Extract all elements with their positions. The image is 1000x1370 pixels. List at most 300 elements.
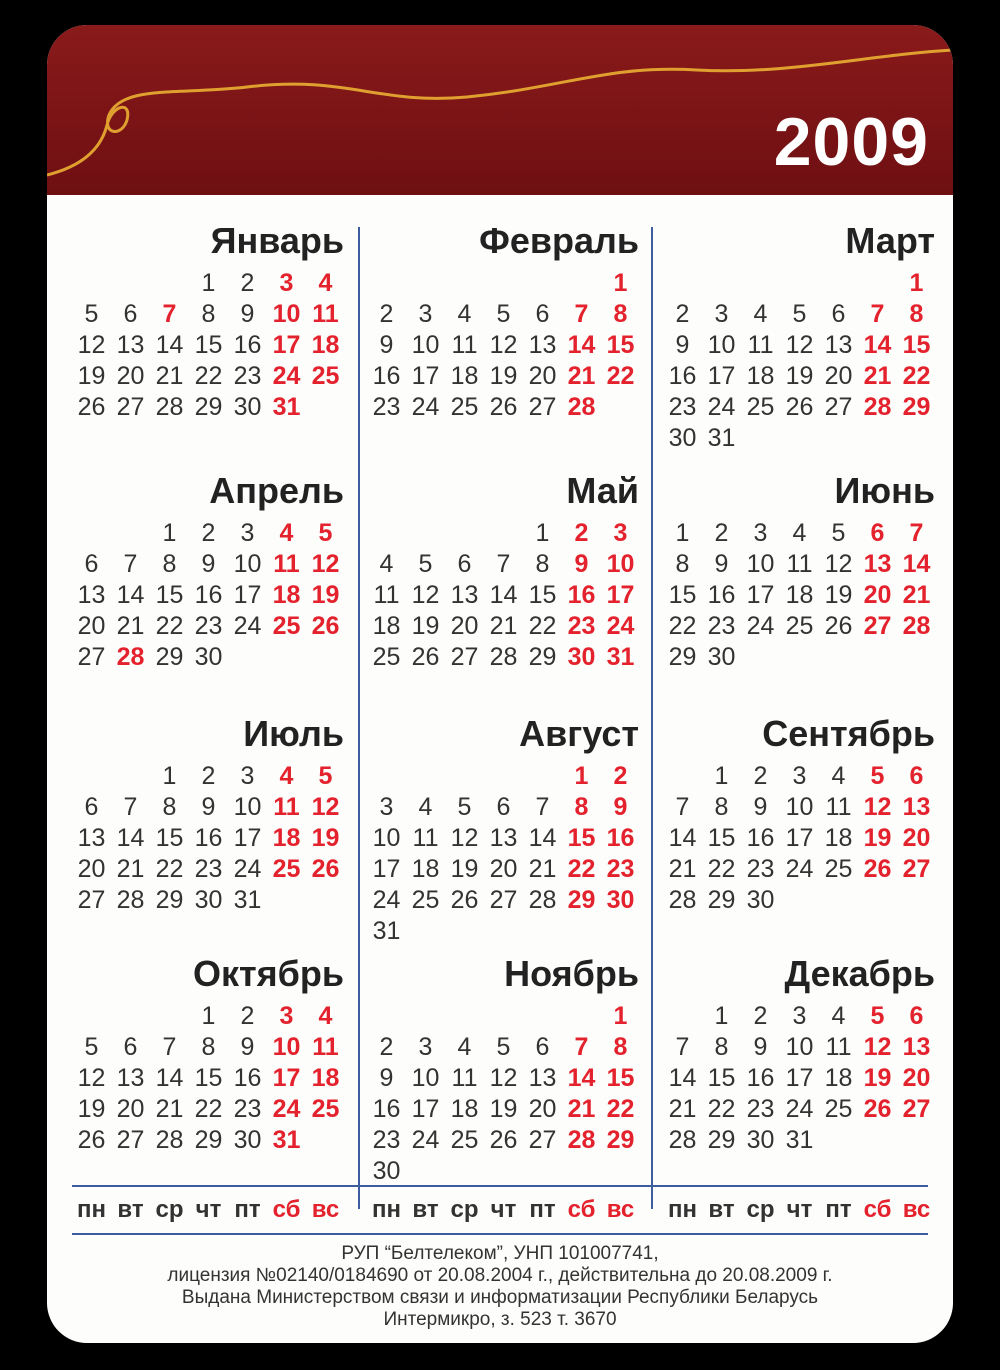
day-cell: 3 bbox=[792, 762, 807, 790]
day-cell: 2 bbox=[201, 519, 216, 547]
day-cell: 18 bbox=[824, 824, 853, 852]
day-cell: 1 bbox=[613, 1002, 628, 1030]
day-cell: 5 bbox=[84, 300, 99, 328]
day-cell: 25 bbox=[450, 393, 479, 421]
weekday-label: пт bbox=[529, 1196, 556, 1223]
day-cell: 11 bbox=[373, 581, 400, 609]
day-cell: 26 bbox=[311, 612, 340, 640]
footer-license: лицензия №02140/0184690 от 20.08.2004 г., действительна до 20.08.2009 г. bbox=[167, 1265, 833, 1286]
day-cell: 11 bbox=[312, 1033, 339, 1061]
day-cell: 8 bbox=[613, 1033, 628, 1061]
day-cell: 24 bbox=[272, 362, 301, 390]
weekday-label: вс bbox=[311, 1196, 340, 1223]
header-band bbox=[47, 25, 953, 195]
day-cell: 9 bbox=[240, 1033, 255, 1061]
day-cell: 4 bbox=[831, 762, 846, 790]
day-cell: 16 bbox=[567, 581, 596, 609]
day-cell: 17 bbox=[746, 581, 775, 609]
day-cell: 14 bbox=[668, 824, 697, 852]
day-cell: 20 bbox=[528, 362, 557, 390]
day-cell: 1 bbox=[675, 519, 690, 547]
month-name: Июль bbox=[243, 713, 344, 754]
day-cell: 13 bbox=[863, 550, 892, 578]
day-cell: 4 bbox=[318, 1002, 333, 1030]
day-cell: 4 bbox=[753, 300, 768, 328]
day-cell: 25 bbox=[824, 1095, 853, 1123]
day-cell: 14 bbox=[528, 824, 557, 852]
day-cell: 6 bbox=[84, 793, 99, 821]
day-cell: 23 bbox=[746, 1095, 775, 1123]
day-cell: 5 bbox=[418, 550, 433, 578]
day-cell: 1 bbox=[909, 269, 924, 297]
weekday-label: вт bbox=[117, 1196, 144, 1223]
weekday-label: пн bbox=[372, 1196, 401, 1223]
day-cell: 26 bbox=[785, 393, 814, 421]
day-cell: 3 bbox=[279, 269, 294, 297]
month-name: Октябрь bbox=[192, 953, 344, 994]
day-cell: 1 bbox=[613, 269, 628, 297]
day-cell: 20 bbox=[863, 581, 892, 609]
day-cell: 11 bbox=[451, 331, 478, 359]
day-cell: 9 bbox=[753, 793, 768, 821]
day-cell: 29 bbox=[567, 886, 596, 914]
day-cell: 21 bbox=[155, 1095, 184, 1123]
day-cell: 21 bbox=[567, 1095, 596, 1123]
day-cell: 21 bbox=[116, 612, 145, 640]
day-cell: 31 bbox=[272, 1126, 301, 1154]
day-cell: 8 bbox=[535, 550, 550, 578]
day-cell: 7 bbox=[675, 793, 690, 821]
day-cell: 8 bbox=[162, 550, 177, 578]
day-cell: 3 bbox=[418, 1033, 433, 1061]
day-cell: 23 bbox=[233, 1095, 262, 1123]
day-cell: 24 bbox=[411, 393, 440, 421]
day-cell: 25 bbox=[311, 362, 340, 390]
day-cell: 4 bbox=[457, 1033, 472, 1061]
day-cell: 6 bbox=[535, 1033, 550, 1061]
day-cell: 11 bbox=[786, 550, 813, 578]
day-cell: 14 bbox=[489, 581, 518, 609]
day-cell: 6 bbox=[831, 300, 846, 328]
day-cell: 27 bbox=[902, 855, 931, 883]
day-cell: 30 bbox=[707, 643, 736, 671]
day-cell: 9 bbox=[379, 1064, 394, 1092]
footer-printer: Интермикро, з. 523 т. 3670 bbox=[383, 1309, 617, 1330]
day-cell: 23 bbox=[194, 612, 223, 640]
day-cell: 11 bbox=[451, 1064, 478, 1092]
day-cell: 25 bbox=[372, 643, 401, 671]
day-cell: 27 bbox=[77, 886, 106, 914]
day-cell: 18 bbox=[450, 362, 479, 390]
day-cell: 25 bbox=[824, 855, 853, 883]
day-cell: 2 bbox=[714, 519, 729, 547]
day-cell: 27 bbox=[489, 886, 518, 914]
day-cell: 7 bbox=[870, 300, 885, 328]
day-cell: 10 bbox=[606, 550, 635, 578]
day-cell: 20 bbox=[902, 824, 931, 852]
day-cell: 3 bbox=[792, 1002, 807, 1030]
day-cell: 5 bbox=[496, 1033, 511, 1061]
day-cell: 22 bbox=[155, 855, 184, 883]
day-cell: 13 bbox=[77, 581, 106, 609]
day-cell: 17 bbox=[233, 824, 262, 852]
day-cell: 28 bbox=[668, 1126, 697, 1154]
day-cell: 16 bbox=[606, 824, 635, 852]
weekday-label: вс bbox=[606, 1196, 635, 1223]
day-cell: 6 bbox=[870, 519, 885, 547]
day-cell: 19 bbox=[311, 824, 340, 852]
day-cell: 23 bbox=[606, 855, 635, 883]
day-cell: 12 bbox=[863, 793, 892, 821]
day-cell: 20 bbox=[116, 362, 145, 390]
day-cell: 30 bbox=[194, 886, 223, 914]
day-cell: 30 bbox=[233, 393, 262, 421]
month-name: Апрель bbox=[209, 470, 344, 511]
day-cell: 29 bbox=[902, 393, 931, 421]
day-cell: 5 bbox=[792, 300, 807, 328]
day-cell: 20 bbox=[450, 612, 479, 640]
day-cell: 28 bbox=[567, 393, 596, 421]
day-cell: 20 bbox=[77, 855, 106, 883]
day-cell: 5 bbox=[84, 1033, 99, 1061]
day-cell: 12 bbox=[824, 550, 853, 578]
day-cell: 7 bbox=[909, 519, 924, 547]
day-cell: 14 bbox=[155, 1064, 184, 1092]
day-cell: 26 bbox=[489, 1126, 518, 1154]
weekday-label: ср bbox=[450, 1196, 479, 1223]
day-cell: 17 bbox=[785, 1064, 814, 1092]
month-block bbox=[663, 713, 935, 947]
day-cell: 10 bbox=[372, 824, 401, 852]
day-cell: 31 bbox=[272, 393, 301, 421]
day-cell: 14 bbox=[116, 824, 145, 852]
day-cell: 9 bbox=[201, 550, 216, 578]
day-cell: 17 bbox=[785, 824, 814, 852]
day-cell: 15 bbox=[528, 581, 557, 609]
day-cell: 15 bbox=[707, 824, 736, 852]
day-cell: 21 bbox=[668, 855, 697, 883]
day-cell: 2 bbox=[613, 762, 628, 790]
day-cell: 14 bbox=[668, 1064, 697, 1092]
day-cell: 28 bbox=[155, 1126, 184, 1154]
day-cell: 2 bbox=[240, 1002, 255, 1030]
day-cell: 15 bbox=[902, 331, 931, 359]
day-cell: 6 bbox=[535, 300, 550, 328]
footer-company: РУП “Белтелеком”, УНП 101007741, bbox=[341, 1243, 659, 1264]
day-cell: 17 bbox=[272, 331, 301, 359]
day-cell: 22 bbox=[194, 362, 223, 390]
weekday-label: пт bbox=[825, 1196, 852, 1223]
day-cell: 11 bbox=[273, 550, 300, 578]
day-cell: 4 bbox=[379, 550, 394, 578]
day-cell: 25 bbox=[785, 612, 814, 640]
day-cell: 18 bbox=[311, 331, 340, 359]
day-cell: 9 bbox=[675, 331, 690, 359]
day-cell: 5 bbox=[870, 762, 885, 790]
month-block bbox=[367, 713, 639, 947]
day-cell: 12 bbox=[489, 1064, 518, 1092]
day-cell: 23 bbox=[372, 1126, 401, 1154]
day-cell: 9 bbox=[613, 793, 628, 821]
day-cell: 3 bbox=[379, 793, 394, 821]
day-cell: 24 bbox=[785, 855, 814, 883]
day-cell: 1 bbox=[201, 269, 216, 297]
day-cell: 15 bbox=[155, 581, 184, 609]
day-cell: 13 bbox=[489, 824, 518, 852]
day-cell: 27 bbox=[528, 393, 557, 421]
day-cell: 21 bbox=[489, 612, 518, 640]
day-cell: 1 bbox=[714, 1002, 729, 1030]
day-cell: 19 bbox=[863, 1064, 892, 1092]
day-cell: 4 bbox=[831, 1002, 846, 1030]
day-cell: 25 bbox=[272, 855, 301, 883]
day-cell: 30 bbox=[746, 886, 775, 914]
day-cell: 26 bbox=[824, 612, 853, 640]
day-cell: 12 bbox=[311, 550, 340, 578]
weekday-label: чт bbox=[786, 1196, 813, 1223]
day-cell: 2 bbox=[240, 269, 255, 297]
day-cell: 22 bbox=[194, 1095, 223, 1123]
column-divider-1 bbox=[358, 227, 360, 1209]
day-cell: 8 bbox=[714, 1033, 729, 1061]
weekday-label: чт bbox=[490, 1196, 517, 1223]
day-cell: 8 bbox=[201, 300, 216, 328]
weekday-label: пн bbox=[668, 1196, 697, 1223]
day-cell: 22 bbox=[606, 362, 635, 390]
day-cell: 28 bbox=[155, 393, 184, 421]
day-cell: 30 bbox=[372, 1157, 401, 1185]
day-cell: 9 bbox=[201, 793, 216, 821]
day-cell: 20 bbox=[902, 1064, 931, 1092]
day-cell: 6 bbox=[909, 1002, 924, 1030]
day-cell: 12 bbox=[450, 824, 479, 852]
day-cell: 8 bbox=[201, 1033, 216, 1061]
day-cell: 4 bbox=[279, 762, 294, 790]
day-cell: 3 bbox=[753, 519, 768, 547]
day-cell: 17 bbox=[411, 1095, 440, 1123]
day-cell: 14 bbox=[116, 581, 145, 609]
day-cell: 10 bbox=[411, 331, 440, 359]
month-block bbox=[367, 220, 639, 454]
day-cell: 13 bbox=[116, 1064, 145, 1092]
day-cell: 14 bbox=[902, 550, 931, 578]
day-cell: 23 bbox=[668, 393, 697, 421]
day-cell: 2 bbox=[753, 762, 768, 790]
day-cell: 21 bbox=[567, 362, 596, 390]
day-cell: 5 bbox=[831, 519, 846, 547]
day-cell: 25 bbox=[411, 886, 440, 914]
day-cell: 21 bbox=[116, 855, 145, 883]
year-title: 2009 bbox=[773, 104, 929, 180]
day-cell: 19 bbox=[77, 1095, 106, 1123]
month-name: Июнь bbox=[834, 470, 935, 511]
day-cell: 17 bbox=[272, 1064, 301, 1092]
day-cell: 14 bbox=[863, 331, 892, 359]
day-cell: 11 bbox=[312, 300, 339, 328]
weekday-label: ср bbox=[155, 1196, 184, 1223]
weekday-label: вс bbox=[902, 1196, 931, 1223]
day-cell: 18 bbox=[272, 581, 301, 609]
day-cell: 8 bbox=[613, 300, 628, 328]
day-cell: 22 bbox=[902, 362, 931, 390]
day-cell: 7 bbox=[162, 1033, 177, 1061]
day-cell: 10 bbox=[272, 300, 301, 328]
day-cell: 10 bbox=[272, 1033, 301, 1061]
day-cell: 27 bbox=[528, 1126, 557, 1154]
day-cell: 31 bbox=[233, 886, 262, 914]
day-cell: 31 bbox=[372, 917, 401, 945]
day-cell: 10 bbox=[746, 550, 775, 578]
day-cell: 1 bbox=[162, 519, 177, 547]
day-cell: 23 bbox=[233, 362, 262, 390]
day-cell: 14 bbox=[567, 331, 596, 359]
day-cell: 9 bbox=[379, 331, 394, 359]
day-cell: 26 bbox=[411, 643, 440, 671]
month-block bbox=[663, 470, 935, 704]
day-cell: 18 bbox=[311, 1064, 340, 1092]
day-cell: 19 bbox=[77, 362, 106, 390]
month-block bbox=[663, 220, 935, 454]
day-cell: 16 bbox=[194, 824, 223, 852]
day-cell: 24 bbox=[372, 886, 401, 914]
day-cell: 16 bbox=[233, 1064, 262, 1092]
day-cell: 23 bbox=[707, 612, 736, 640]
day-cell: 12 bbox=[785, 331, 814, 359]
day-cell: 28 bbox=[489, 643, 518, 671]
day-cell: 30 bbox=[567, 643, 596, 671]
day-cell: 27 bbox=[824, 393, 853, 421]
day-cell: 29 bbox=[707, 1126, 736, 1154]
day-cell: 24 bbox=[272, 1095, 301, 1123]
day-cell: 2 bbox=[201, 762, 216, 790]
pocket-calendar-card bbox=[47, 25, 953, 1343]
day-cell: 19 bbox=[411, 612, 440, 640]
day-cell: 1 bbox=[714, 762, 729, 790]
day-cell: 21 bbox=[902, 581, 931, 609]
weekday-label: пн bbox=[77, 1196, 106, 1223]
day-cell: 22 bbox=[606, 1095, 635, 1123]
day-cell: 4 bbox=[318, 269, 333, 297]
day-cell: 28 bbox=[528, 886, 557, 914]
day-cell: 11 bbox=[273, 793, 300, 821]
day-cell: 6 bbox=[909, 762, 924, 790]
day-cell: 20 bbox=[116, 1095, 145, 1123]
day-cell: 25 bbox=[746, 393, 775, 421]
day-cell: 19 bbox=[863, 824, 892, 852]
day-cell: 3 bbox=[279, 1002, 294, 1030]
day-cell: 16 bbox=[233, 331, 262, 359]
day-cell: 4 bbox=[792, 519, 807, 547]
day-cell: 4 bbox=[418, 793, 433, 821]
day-cell: 27 bbox=[77, 643, 106, 671]
day-cell: 25 bbox=[311, 1095, 340, 1123]
day-cell: 7 bbox=[574, 1033, 589, 1061]
day-cell: 6 bbox=[84, 550, 99, 578]
month-block bbox=[72, 953, 344, 1187]
day-cell: 11 bbox=[825, 1033, 852, 1061]
day-cell: 7 bbox=[123, 550, 138, 578]
day-cell: 9 bbox=[714, 550, 729, 578]
day-cell: 16 bbox=[194, 581, 223, 609]
day-cell: 14 bbox=[567, 1064, 596, 1092]
month-name: Февраль bbox=[479, 220, 639, 261]
day-cell: 23 bbox=[372, 393, 401, 421]
day-cell: 17 bbox=[372, 855, 401, 883]
day-cell: 18 bbox=[746, 362, 775, 390]
day-cell: 12 bbox=[489, 331, 518, 359]
day-cell: 16 bbox=[668, 362, 697, 390]
day-cell: 19 bbox=[489, 1095, 518, 1123]
day-cell: 15 bbox=[707, 1064, 736, 1092]
day-cell: 20 bbox=[824, 362, 853, 390]
day-cell: 9 bbox=[574, 550, 589, 578]
day-cell: 8 bbox=[714, 793, 729, 821]
day-cell: 8 bbox=[909, 300, 924, 328]
day-cell: 3 bbox=[613, 519, 628, 547]
day-cell: 29 bbox=[528, 643, 557, 671]
day-cell: 5 bbox=[318, 519, 333, 547]
weekday-label: вт bbox=[708, 1196, 735, 1223]
month-block bbox=[663, 953, 935, 1187]
day-cell: 13 bbox=[116, 331, 145, 359]
day-cell: 25 bbox=[272, 612, 301, 640]
day-cell: 7 bbox=[162, 300, 177, 328]
month-block bbox=[72, 470, 344, 704]
month-block bbox=[367, 953, 639, 1187]
day-cell: 25 bbox=[450, 1126, 479, 1154]
month-name: Март bbox=[845, 220, 935, 261]
day-cell: 18 bbox=[372, 612, 401, 640]
weekday-label: чт bbox=[195, 1196, 222, 1223]
day-cell: 26 bbox=[311, 855, 340, 883]
day-cell: 3 bbox=[714, 300, 729, 328]
month-block bbox=[72, 220, 344, 454]
day-cell: 18 bbox=[411, 855, 440, 883]
day-cell: 5 bbox=[457, 793, 472, 821]
day-cell: 18 bbox=[785, 581, 814, 609]
day-cell: 30 bbox=[194, 643, 223, 671]
day-cell: 9 bbox=[240, 300, 255, 328]
day-cell: 1 bbox=[201, 1002, 216, 1030]
day-cell: 16 bbox=[746, 824, 775, 852]
month-name: Май bbox=[566, 470, 639, 511]
day-cell: 17 bbox=[411, 362, 440, 390]
day-cell: 22 bbox=[155, 612, 184, 640]
day-cell: 22 bbox=[707, 855, 736, 883]
day-cell: 9 bbox=[753, 1033, 768, 1061]
day-cell: 27 bbox=[450, 643, 479, 671]
day-cell: 2 bbox=[379, 1033, 394, 1061]
day-cell: 30 bbox=[668, 424, 697, 452]
day-cell: 29 bbox=[707, 886, 736, 914]
day-cell: 22 bbox=[707, 1095, 736, 1123]
day-cell: 31 bbox=[785, 1126, 814, 1154]
day-cell: 13 bbox=[528, 1064, 557, 1092]
day-cell: 28 bbox=[668, 886, 697, 914]
day-cell: 12 bbox=[77, 331, 106, 359]
day-cell: 28 bbox=[116, 886, 145, 914]
day-cell: 26 bbox=[489, 393, 518, 421]
weekday-label: пт bbox=[234, 1196, 261, 1223]
day-cell: 22 bbox=[528, 612, 557, 640]
weekday-label: сб bbox=[863, 1196, 892, 1223]
day-cell: 6 bbox=[457, 550, 472, 578]
day-cell: 24 bbox=[707, 393, 736, 421]
weekday-rule-top bbox=[72, 1185, 928, 1187]
day-cell: 11 bbox=[412, 824, 439, 852]
day-cell: 19 bbox=[450, 855, 479, 883]
day-cell: 29 bbox=[194, 1126, 223, 1154]
